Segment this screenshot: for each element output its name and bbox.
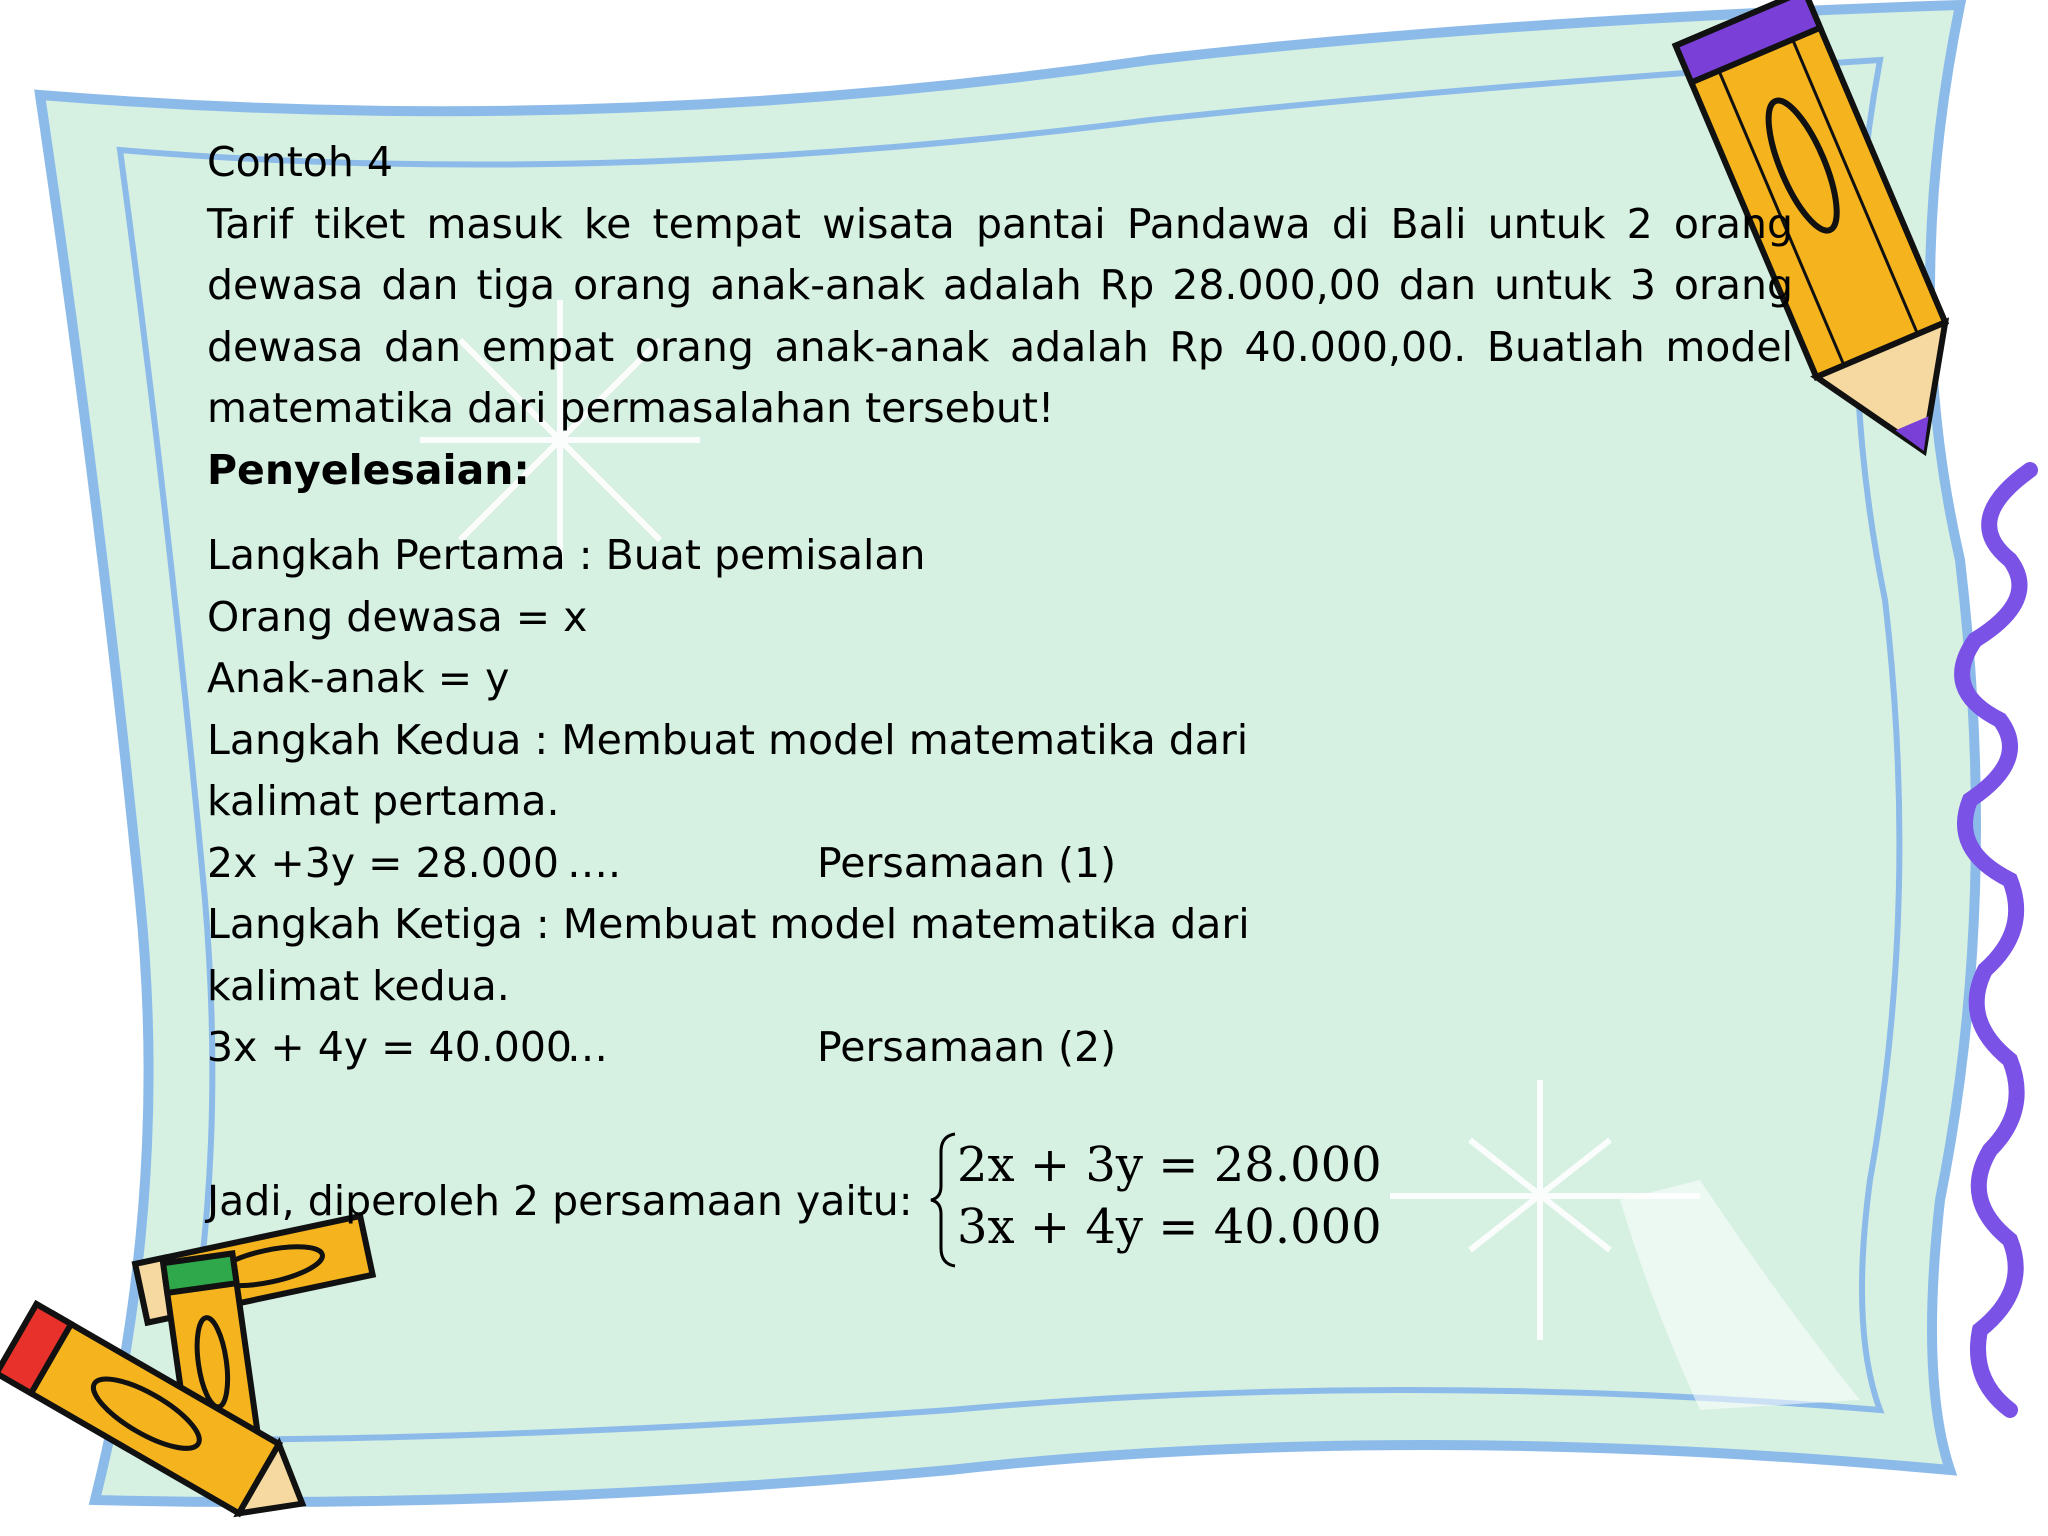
equation-1-dots: …. bbox=[567, 838, 622, 887]
equation-system bbox=[957, 1134, 1382, 1258]
solution-label: Penyelesaian: bbox=[207, 445, 530, 494]
equation-2-label: Persamaan (2) bbox=[817, 1023, 1117, 1071]
system-equation-2: 3x + 4y = 40.000 bbox=[957, 1199, 1382, 1255]
conclusion-row bbox=[207, 1130, 1407, 1280]
equation-2-expression: 3x + 4y = 40.000 bbox=[207, 1023, 572, 1071]
slide-content bbox=[207, 132, 1793, 1079]
equation-1-label: Persamaan (1) bbox=[817, 838, 1117, 887]
step-line: kalimat kedua. bbox=[207, 961, 510, 1010]
problem-statement: Tarif tiket masuk ke tempat wisata pantai Pandawa di Bali untuk 2 orang dewasa dan tiga orang anak-anak adalah Rp 28.000,00 dan untuk 3 orang dewasa dan empat orang anak-anak adalah Rp 40.000,00. Buatlah model matematika dari permasalahan tersebut! bbox=[207, 199, 1793, 432]
equation-1-row bbox=[207, 833, 1793, 895]
left-brace-icon bbox=[929, 1130, 959, 1270]
step-line: Langkah Ketiga : Membuat model matematika dari bbox=[207, 900, 1250, 948]
step-line: Anak-anak = y bbox=[207, 654, 510, 702]
step-line: Orang dewasa = x bbox=[207, 592, 588, 641]
spacer bbox=[207, 501, 1793, 525]
step-line: Langkah Kedua : Membuat model matematika dari bbox=[207, 715, 1249, 764]
conclusion-text: Jadi, diperoleh 2 persamaan yaitu: bbox=[207, 1177, 913, 1225]
example-heading: Contoh 4 bbox=[207, 138, 393, 186]
step-line: kalimat pertama. bbox=[207, 777, 560, 825]
equation-2-dots: … bbox=[567, 1023, 608, 1071]
equation-1-expression: 2x +3y = 28.000 bbox=[207, 838, 559, 887]
equation-2-row bbox=[207, 1017, 1793, 1079]
step-line: Langkah Pertama : Buat pemisalan bbox=[207, 531, 926, 579]
system-equation-1: 2x + 3y = 28.000 bbox=[957, 1137, 1382, 1193]
